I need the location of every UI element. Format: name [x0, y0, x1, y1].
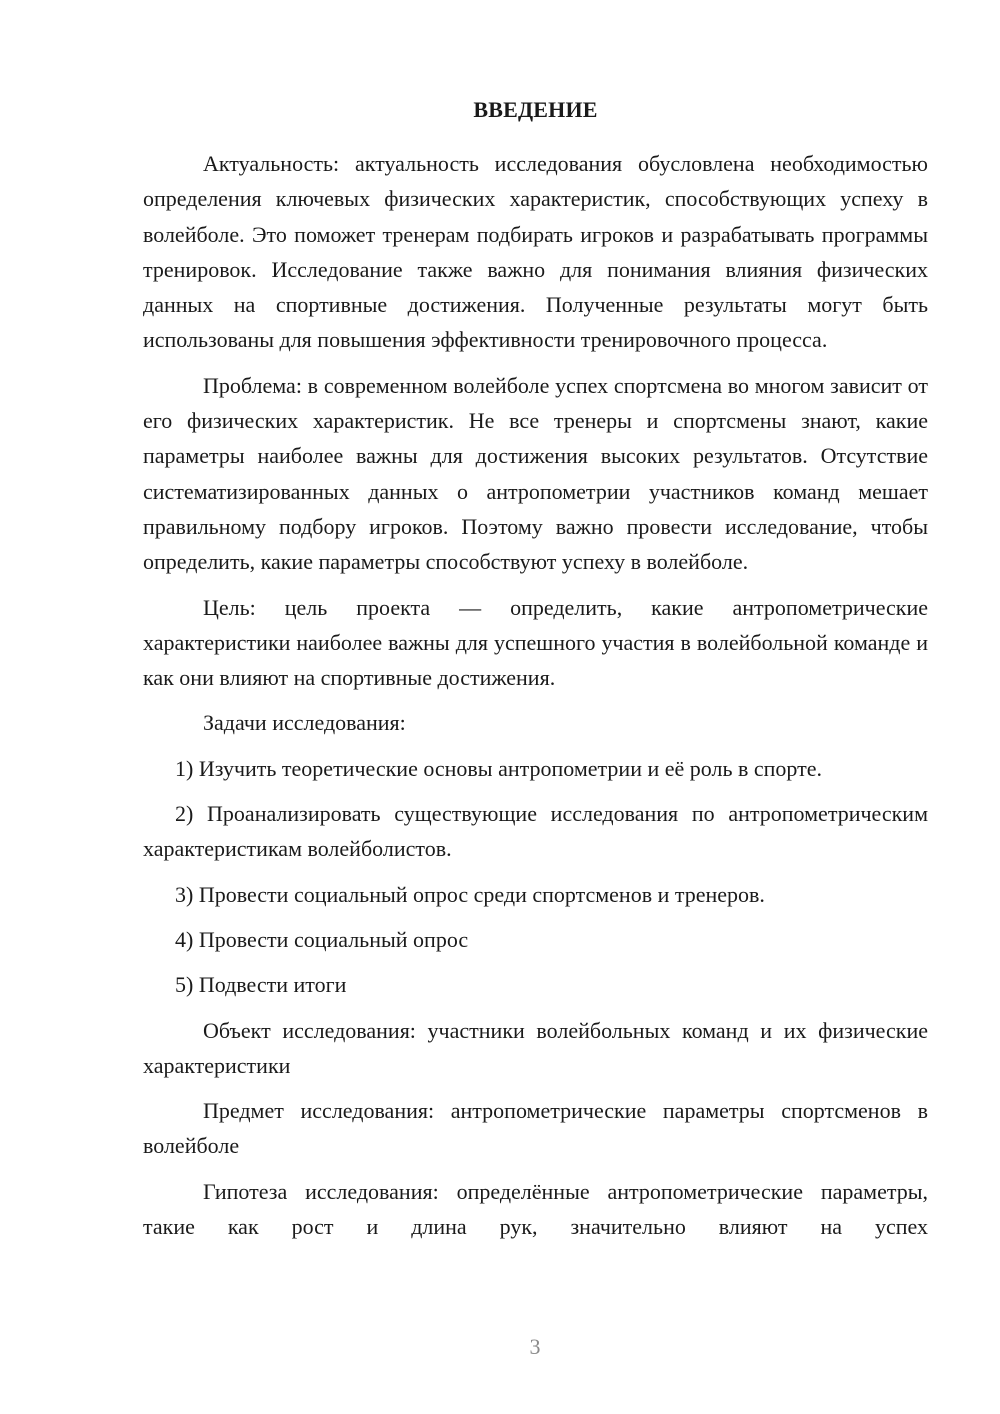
section-heading: ВВЕДЕНИЕ	[473, 97, 598, 122]
task-item: 3) Провести социальный опрос среди спортсменов и тренеров.	[175, 881, 765, 907]
tasks-title: Задачи исследования:	[203, 710, 406, 736]
document-page	[143, 96, 928, 1254]
task-item: 2) Проанализировать существующие исследования по антропометрическим характеристикам волейболистов.	[143, 801, 928, 862]
hypothesis-paragraph: Гипотеза исследования: определённые антропометрические параметры, такие как рост и длина рук, значительно влияют на успех	[143, 1178, 928, 1240]
page-number: 3	[529, 1334, 541, 1359]
subject-paragraph: Предмет исследования: антропометрические параметры спортсменов в волейболе	[143, 1098, 928, 1159]
task-item: 1) Изучить теоретические основы антропометрии и её роль в спорте.	[175, 755, 823, 781]
object-paragraph: Объект исследования: участники волейбольных команд и их физические характеристики	[143, 1017, 928, 1078]
task-item: 4) Провести социальный опрос	[175, 926, 469, 952]
problem-paragraph: Проблема: в современном волейболе успех спортсмена во многом зависит от его физических характеристик. Не все тренеры и спортсмены знают, какие параметры наиболее важны для достижения высоких результатов. Отсутствие систематизированных данных о антропометрии участников команд мешает правильному подбору игроков. Поэтому важно провести исследование, чтобы определить, какие параметры способствуют успеху в волейболе.	[143, 372, 928, 575]
relevance-paragraph: Актуальность: актуальность исследования обусловлена необходимостью определения ключевых физических характеристик, способствующих успеху в волейболе. Это поможет тренерам подбирать игроков и разрабатывать программы тренировок. Исследование также важно для понимания влияния физических данных на спортивные достижения. Полученные результаты могут быть использованы для повышения эффективности тренировочного процесса.	[143, 151, 928, 353]
task-item: 5) Подвести итоги	[175, 972, 347, 998]
goal-paragraph: Цель: цель проекта — определить, какие антропометрические характеристики наиболее важны для успешного участия в волейбольной команде и как они влияют на спортивные достижения.	[143, 594, 928, 691]
